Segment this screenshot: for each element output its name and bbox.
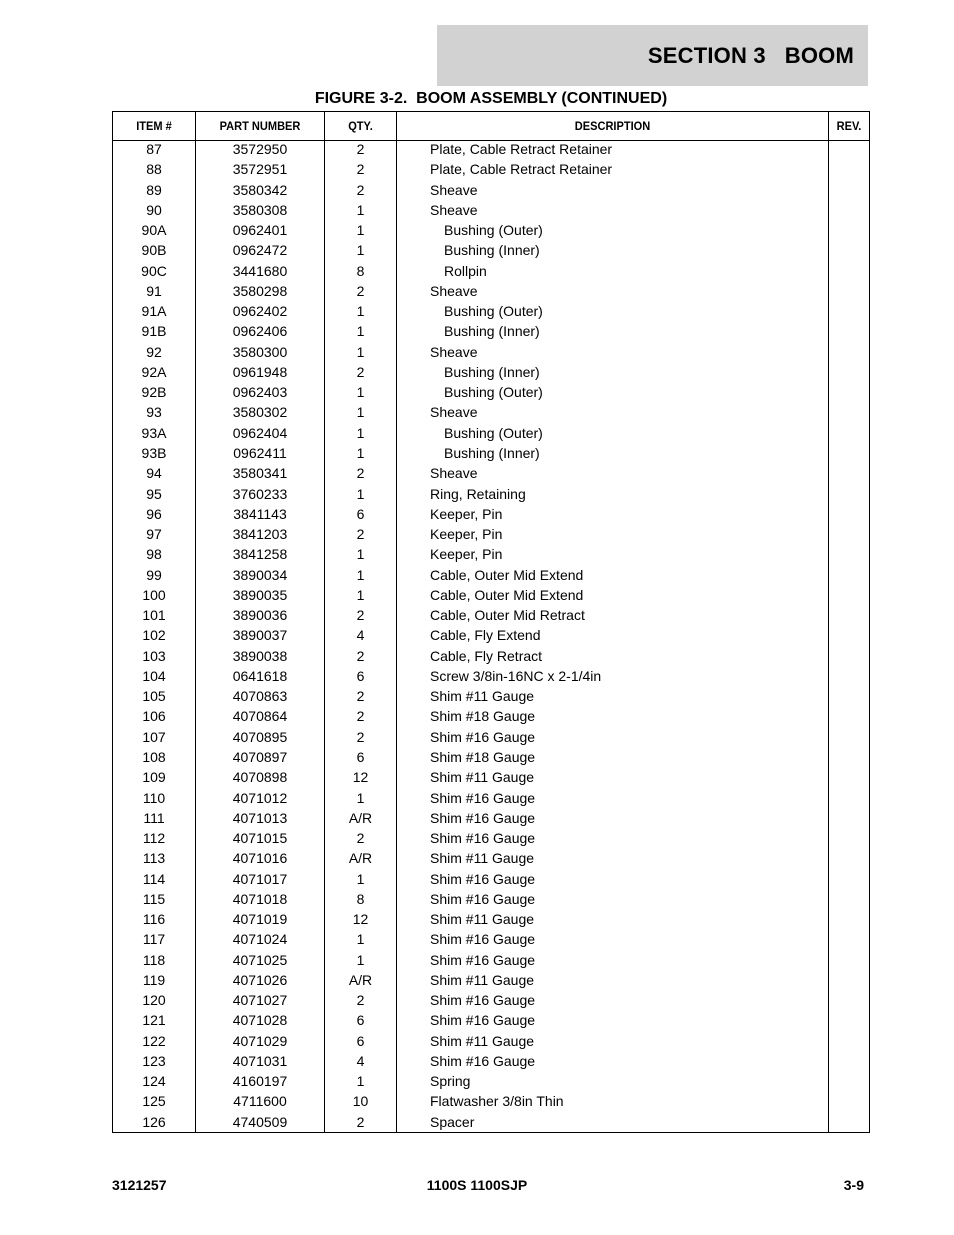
part-number: 0962401	[232, 222, 288, 239]
part-number: 0962403	[232, 384, 288, 401]
item-number: 93	[146, 404, 162, 421]
table-row	[113, 264, 869, 284]
table-row	[113, 1054, 869, 1074]
item-number: 118	[142, 951, 166, 968]
description: Spring	[430, 1073, 471, 1090]
table-row	[113, 1034, 869, 1054]
footer-document-number: 3121257	[112, 1177, 167, 1193]
description: Shim #18 Gauge	[430, 708, 536, 725]
description: Rollpin	[444, 262, 487, 279]
part-number: 3580341	[232, 465, 288, 482]
quantity: 1	[356, 566, 365, 583]
table-row	[113, 831, 869, 851]
description: Shim #11 Gauge	[430, 850, 535, 867]
item-number: 97	[146, 526, 162, 543]
table-row	[113, 365, 869, 385]
table-row	[113, 669, 869, 689]
quantity: 2	[356, 141, 365, 157]
table-row	[113, 588, 869, 608]
description: Bushing (Outer)	[444, 222, 543, 239]
footer-page-number: 3-9	[843, 1177, 864, 1193]
item-number: 91A	[141, 303, 167, 320]
quantity: 6	[356, 748, 365, 765]
table-row	[113, 892, 869, 912]
quantity: 2	[356, 161, 365, 178]
description: Sheave	[430, 181, 478, 198]
part-number: 4071031	[232, 1052, 288, 1069]
table-header	[113, 112, 869, 141]
item-number: 126	[142, 1113, 166, 1130]
description: Keeper, Pin	[430, 505, 503, 522]
description: Spacer	[430, 1113, 475, 1130]
description: Sheave	[430, 343, 478, 360]
quantity: 1	[356, 444, 365, 461]
quantity: 1	[356, 222, 365, 239]
quantity: 2	[356, 647, 365, 664]
table-row	[113, 709, 869, 729]
quantity: 1	[356, 404, 365, 421]
quantity: 1	[356, 951, 365, 968]
part-number: 4070864	[232, 708, 288, 725]
part-number: 4071017	[232, 870, 288, 887]
quantity: 4	[356, 627, 365, 644]
quantity: 1	[356, 424, 365, 441]
part-number: 4071029	[232, 1032, 288, 1049]
table-row	[113, 608, 869, 628]
quantity: 6	[356, 1012, 365, 1029]
description: Cable, Fly Extend	[430, 627, 541, 644]
item-number: 96	[146, 505, 162, 522]
quantity: 2	[356, 1113, 365, 1130]
quantity: 2	[356, 363, 365, 380]
quantity: 1	[356, 1073, 365, 1090]
item-number: 99	[146, 566, 162, 583]
item-number: 114	[142, 870, 166, 887]
part-number: 4070898	[232, 769, 288, 786]
quantity: A/R	[348, 971, 373, 988]
table-row	[113, 203, 869, 223]
section-title: SECTION 3 BOOM	[647, 42, 854, 68]
table-row	[113, 932, 869, 952]
quantity: 1	[356, 242, 365, 259]
table-row	[113, 973, 869, 993]
quantity: 6	[356, 505, 365, 522]
part-number: 0962404	[232, 424, 288, 441]
part-number: 0962411	[233, 444, 287, 461]
section-banner	[437, 25, 868, 86]
description: Screw 3/8in-16NC x 2-1/4in	[430, 667, 602, 684]
item-number: 116	[142, 911, 166, 928]
description: Plate, Cable Retract Retainer	[430, 161, 613, 178]
item-number: 125	[142, 1093, 166, 1110]
table-row	[113, 912, 869, 932]
table-row	[113, 223, 869, 243]
part-number: 4711600	[233, 1093, 287, 1110]
table-row	[113, 385, 869, 405]
item-number: 92B	[141, 384, 167, 401]
item-number: 92A	[141, 363, 167, 380]
item-number: 123	[142, 1052, 166, 1069]
item-number: 95	[146, 485, 162, 502]
table-row	[113, 993, 869, 1013]
item-number: 90A	[141, 222, 167, 239]
description: Shim #16 Gauge	[430, 992, 536, 1009]
item-number: 108	[142, 748, 166, 765]
description: Bushing (Inner)	[444, 444, 540, 461]
item-number: 91	[146, 282, 162, 299]
quantity: 2	[356, 728, 365, 745]
part-number: 4071026	[232, 971, 288, 988]
quantity: 1	[356, 303, 365, 320]
item-number: 102	[142, 627, 166, 644]
description: Bushing (Outer)	[444, 303, 543, 320]
part-number: 3580298	[232, 282, 288, 299]
quantity: 1	[356, 384, 365, 401]
part-number: 3890036	[232, 607, 288, 624]
description: Shim #16 Gauge	[430, 728, 536, 745]
part-number: 0961948	[232, 363, 288, 380]
parts-table	[112, 111, 870, 1133]
table-row	[113, 1115, 869, 1135]
table-row	[113, 1013, 869, 1033]
table-row	[113, 1094, 869, 1114]
item-number: 107	[142, 728, 166, 745]
item-number: 115	[142, 890, 166, 907]
part-number: 0962406	[232, 323, 288, 340]
column-header-item: ITEM #	[136, 119, 172, 133]
description: Shim #11 Gauge	[430, 971, 535, 988]
part-number: 3890037	[232, 627, 288, 644]
table-row	[113, 851, 869, 871]
part-number: 4070863	[232, 688, 288, 705]
item-number: 111	[143, 809, 165, 826]
quantity: 2	[356, 708, 365, 725]
item-number: 103	[142, 647, 166, 664]
quantity: 2	[356, 465, 365, 482]
description: Shim #11 Gauge	[430, 911, 535, 928]
description: Sheave	[430, 282, 478, 299]
quantity: A/R	[348, 809, 373, 826]
table-row	[113, 628, 869, 648]
part-number: 4071013	[232, 809, 288, 826]
part-number: 3890034	[232, 566, 288, 583]
item-number: 100	[142, 586, 166, 603]
description: Bushing (Inner)	[444, 323, 540, 340]
table-body	[113, 142, 869, 1135]
table-row	[113, 750, 869, 770]
part-number: 4071018	[232, 890, 288, 907]
item-number: 90B	[141, 242, 167, 259]
part-number: 4071016	[232, 850, 288, 867]
part-number: 4071012	[232, 789, 288, 806]
quantity: 1	[356, 343, 365, 360]
part-number: 3572951	[232, 161, 288, 178]
quantity: 2	[356, 607, 365, 624]
description: Bushing (Inner)	[444, 363, 540, 380]
description: Shim #11 Gauge	[430, 1032, 535, 1049]
description: Shim #16 Gauge	[430, 931, 536, 948]
description: Sheave	[430, 404, 478, 421]
part-number: 4740509	[232, 1113, 288, 1130]
part-number: 0962402	[232, 303, 288, 320]
description: Shim #16 Gauge	[430, 890, 536, 907]
item-number: 105	[142, 688, 166, 705]
part-number: 3441680	[232, 262, 288, 279]
description: Bushing (Inner)	[444, 242, 540, 259]
table-row	[113, 568, 869, 588]
table-row	[113, 324, 869, 344]
item-number: 87	[146, 141, 162, 157]
description: Shim #16 Gauge	[430, 789, 536, 806]
part-number: 3841258	[232, 546, 288, 563]
description: Flatwasher 3/8in Thin	[430, 1093, 564, 1110]
table-row	[113, 730, 869, 750]
description: Shim #11 Gauge	[430, 769, 535, 786]
item-number: 113	[142, 850, 166, 867]
description: Cable, Outer Mid Extend	[430, 566, 584, 583]
part-number: 3572950	[232, 141, 288, 157]
part-number: 4071015	[232, 830, 288, 847]
part-number: 3580308	[232, 201, 288, 218]
description: Shim #16 Gauge	[430, 1052, 536, 1069]
item-number: 124	[142, 1073, 166, 1090]
item-number: 94	[146, 465, 162, 482]
table-row	[113, 405, 869, 425]
table-row	[113, 770, 869, 790]
part-number: 4071027	[232, 992, 288, 1009]
table-row	[113, 466, 869, 486]
figure-title: FIGURE 3-2. BOOM ASSEMBLY (CONTINUED)	[314, 90, 668, 107]
description: Bushing (Outer)	[444, 424, 543, 441]
item-number: 101	[142, 607, 166, 624]
quantity: 1	[356, 546, 365, 563]
item-number: 92	[146, 343, 162, 360]
item-number: 104	[142, 667, 166, 684]
table-row	[113, 487, 869, 507]
quantity: 4	[356, 1052, 365, 1069]
quantity: 1	[356, 931, 365, 948]
item-number: 119	[142, 971, 166, 988]
description: Bushing (Outer)	[444, 384, 543, 401]
quantity: 2	[356, 181, 365, 198]
part-number: 3760233	[232, 485, 288, 502]
description: Shim #16 Gauge	[430, 951, 536, 968]
item-number: 90	[146, 201, 162, 218]
part-number: 3841203	[232, 526, 288, 543]
part-number: 3890038	[232, 647, 288, 664]
part-number: 4071024	[232, 931, 288, 948]
quantity: A/R	[348, 850, 373, 867]
table-row	[113, 243, 869, 263]
part-number: 3580300	[232, 343, 288, 360]
table-row	[113, 162, 869, 182]
table-row	[113, 649, 869, 669]
part-number: 4071019	[232, 911, 288, 928]
quantity: 8	[356, 262, 365, 279]
quantity: 10	[352, 1093, 369, 1110]
table-row	[113, 507, 869, 527]
column-header-description: DESCRIPTION	[574, 119, 651, 133]
description: Keeper, Pin	[430, 526, 503, 543]
column-header-qty: QTY.	[348, 119, 373, 133]
quantity: 1	[356, 870, 365, 887]
table-row	[113, 304, 869, 324]
table-row	[113, 953, 869, 973]
description: Shim #11 Gauge	[430, 688, 535, 705]
table-row	[113, 142, 869, 162]
part-number: 3580302	[232, 404, 288, 421]
table-row	[113, 791, 869, 811]
description: Sheave	[430, 465, 478, 482]
description: Shim #16 Gauge	[430, 870, 536, 887]
description: Plate, Cable Retract Retainer	[430, 141, 613, 157]
column-header-part-number: PART NUMBER	[219, 119, 301, 133]
table-row	[113, 183, 869, 203]
description: Cable, Fly Retract	[430, 647, 543, 664]
quantity: 1	[356, 201, 365, 218]
item-number: 90C	[141, 262, 167, 279]
table-row	[113, 1074, 869, 1094]
table-row	[113, 345, 869, 365]
item-number: 120	[142, 992, 166, 1009]
item-number: 91B	[141, 323, 167, 340]
table-row	[113, 446, 869, 466]
quantity: 2	[356, 992, 365, 1009]
part-number: 0962472	[232, 242, 288, 259]
quantity: 2	[356, 282, 365, 299]
table-row	[113, 547, 869, 567]
quantity: 6	[356, 667, 365, 684]
item-number: 93A	[141, 424, 167, 441]
description: Shim #16 Gauge	[430, 809, 536, 826]
description: Shim #16 Gauge	[430, 830, 536, 847]
footer-model: 1100S 1100SJP	[426, 1177, 528, 1193]
part-number: 4071028	[232, 1012, 288, 1029]
description: Sheave	[430, 201, 478, 218]
part-number: 3841143	[233, 505, 287, 522]
table-row	[113, 872, 869, 892]
quantity: 2	[356, 830, 365, 847]
quantity: 2	[356, 688, 365, 705]
item-number: 110	[142, 789, 166, 806]
item-number: 109	[142, 769, 166, 786]
column-header-rev: REV.	[836, 119, 862, 133]
item-number: 121	[142, 1012, 166, 1029]
part-number: 4071025	[232, 951, 288, 968]
description: Cable, Outer Mid Extend	[430, 586, 584, 603]
item-number: 122	[142, 1032, 166, 1049]
table-row	[113, 811, 869, 831]
part-number: 3890035	[232, 586, 288, 603]
quantity: 1	[356, 485, 365, 502]
part-number: 4070897	[232, 748, 288, 765]
quantity: 2	[356, 526, 365, 543]
item-number: 98	[146, 546, 162, 563]
item-number: 88	[146, 161, 162, 178]
description: Shim #16 Gauge	[430, 1012, 536, 1029]
quantity: 6	[356, 1032, 365, 1049]
item-number: 106	[142, 708, 166, 725]
description: Cable, Outer Mid Retract	[430, 607, 585, 624]
quantity: 1	[356, 323, 365, 340]
part-number: 0641618	[232, 667, 288, 684]
item-number: 93B	[141, 444, 167, 461]
part-number: 4070895	[232, 728, 288, 745]
quantity: 1	[356, 789, 365, 806]
table-row	[113, 284, 869, 304]
item-number: 112	[142, 830, 166, 847]
quantity: 12	[352, 911, 369, 928]
description: Keeper, Pin	[430, 546, 503, 563]
part-number: 3580342	[232, 181, 288, 198]
item-number: 89	[146, 181, 162, 198]
table-row	[113, 426, 869, 446]
description: Shim #18 Gauge	[430, 748, 536, 765]
quantity: 1	[356, 586, 365, 603]
quantity: 12	[352, 769, 369, 786]
item-number: 117	[142, 931, 166, 948]
table-row	[113, 527, 869, 547]
quantity: 8	[356, 890, 365, 907]
part-number: 4160197	[232, 1073, 288, 1090]
description: Ring, Retaining	[430, 485, 526, 502]
table-row	[113, 689, 869, 709]
